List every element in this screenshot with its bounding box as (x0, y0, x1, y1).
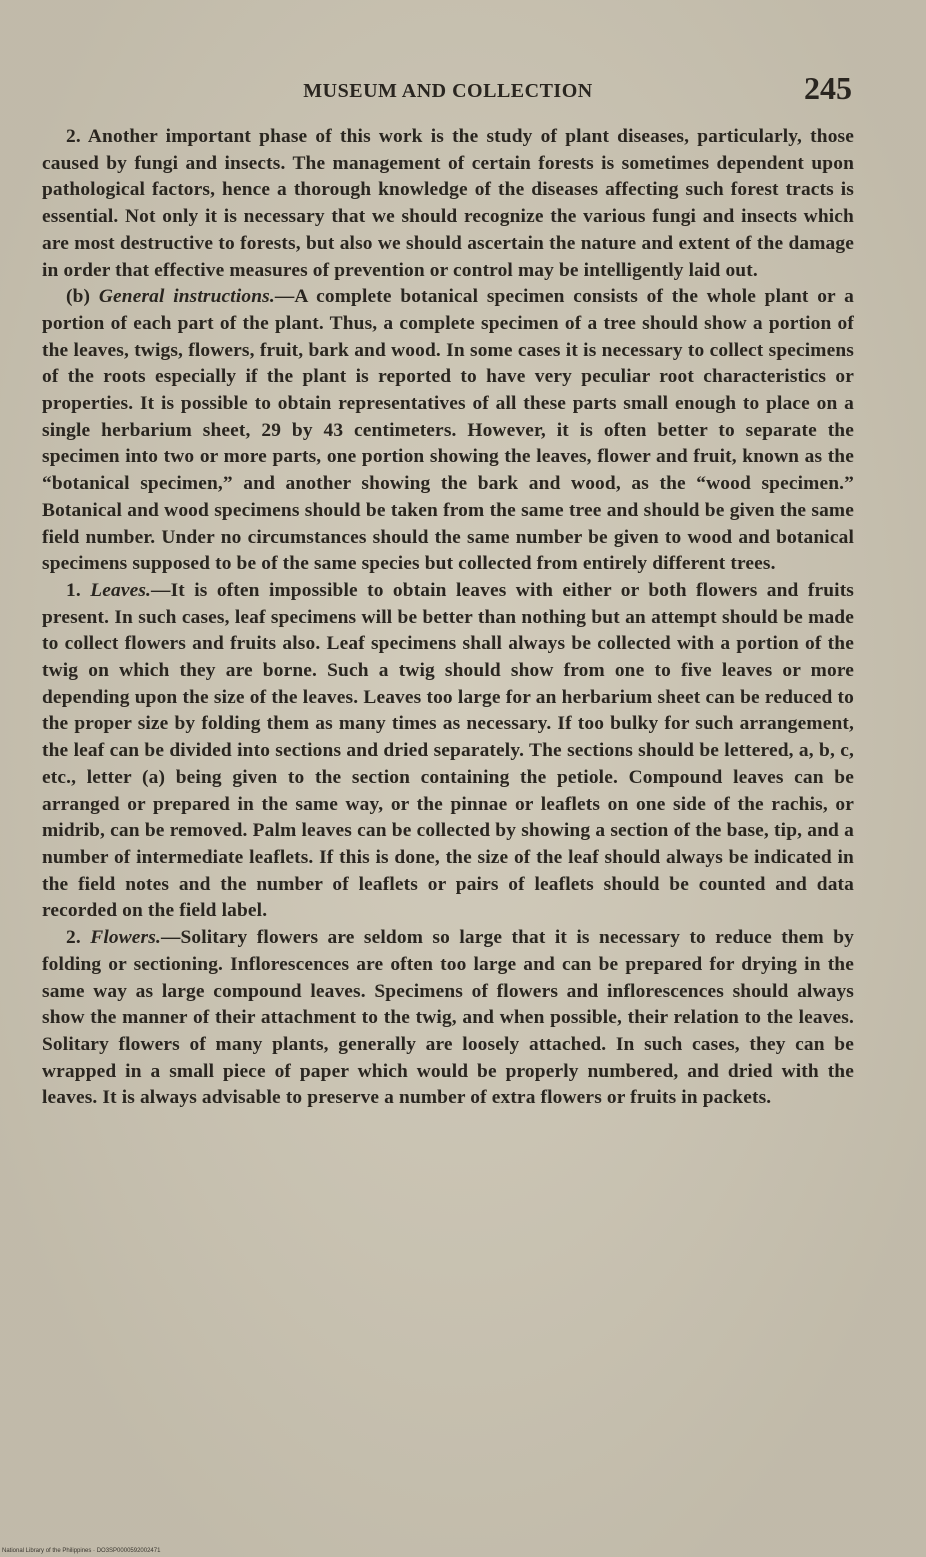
paragraph-body: —Solitary flowers are seldom so large that it is necessary to reduce them by folding or sectioning. Inflorescences are often too large and can be prepared for drying in the same way as large compound leaves. Specimens of flowers and inflorescences should always show the manner of their attachment to the twig, and when possible, their relation to the leaves. Solitary flowers of many plants, generally are loosely attached. In such cases, they can be wrapped in a small piece of paper which would be properly numbered, and dried with the leaves. It is always advisable to preserve a number of extra flowers or fruits in packets. (42, 927, 854, 1109)
paragraph-heading: Leaves. (90, 579, 152, 601)
paragraph-plant-diseases (42, 124, 854, 284)
running-title: MUSEUM AND COLLECTION (303, 80, 593, 102)
paragraph-body: —A complete botanical specimen consists of the whole plant or a portion of each part of the plant. Thus, a complete specimen of a tree should show a portion of the leaves, twigs, flowers, fruit, bark and wood. In some cases it is necessary to collect specimens of the roots especially if the plant is reported to have very peculiar root characteristics or properties. It is possible to obtain representatives of all these parts small enough to place on a single herbarium sheet, 29 by 43 centimeters. However, it is often better to separate the specimen into two or more parts, one portion showing the leaves, flower and fruit, known as the “botanical specimen,” and another showing the bark and wood, as the “wood specimen.” Botanical and wood specimens should be taken from the same tree and should be given the same field number. Under no circumstances should the same number be given to wood and botanical specimens supposed to be of the same species but collected from entirely different trees. (42, 286, 854, 575)
paragraph-lead: 2. (66, 927, 91, 949)
paragraph-heading: Flowers. (90, 927, 161, 949)
paragraph-general-instructions (42, 284, 854, 578)
paragraph-heading: General instructions. (98, 286, 275, 308)
paragraph-body: —It is often impossible to obtain leaves with either or both flowers and fruits present. In such cases, leaf specimens will be better than nothing but an attempt should be made to collect flowers and fruits also. Leaf specimens shall always be collected with a portion of the twig on which they are borne. Such a twig should show from one to five leaves or more depending upon the size of the leaves. Leaves too large for an herbarium sheet can be reduced to the proper size by folding them as many times as necessary. If too bulky for such arrangement, the leaf can be divided into sections and dried separately. The sections should be lettered, a, b, c, etc., letter (a) being given to the section containing the petiole. Compound leaves can be arranged or prepared in the same way, or the pinnae or leaflets on one side of the rachis, or midrib, can be removed. Palm leaves can be collected by showing a section of the base, tip, and a number of intermediate leaflets. If this is done, the size of the leaf should always be indicated in the field notes and the number of leaflets or pairs of leaflets should be counted and data recorded on the field label. (42, 579, 854, 922)
paragraph-leaves (42, 578, 854, 925)
paragraph-flowers (42, 925, 854, 1112)
paragraph-lead: (b) (66, 286, 99, 308)
running-head (42, 70, 854, 118)
page-number: 245 (804, 70, 852, 106)
paragraph-lead: 1. (66, 579, 91, 601)
book-page (42, 70, 854, 1510)
paragraph-body: 2. Another important phase of this work is the study of plant diseases, particularly, those caused by fungi and insects. The management of certain forests is sometimes dependent upon pathological factors, hence a thorough knowledge of the diseases affecting such forest tracts is essential. Not only it is necessary that we should recognize the various fungi and insects which are most destructive to forests, but also we should ascertain the nature and extent of the damage in order that effective measures of prevention or control may be intelligently laid out. (42, 126, 854, 281)
scan-footer-caption: National Library of the Philippines · DO3SP0000592002471 (2, 1548, 161, 1554)
